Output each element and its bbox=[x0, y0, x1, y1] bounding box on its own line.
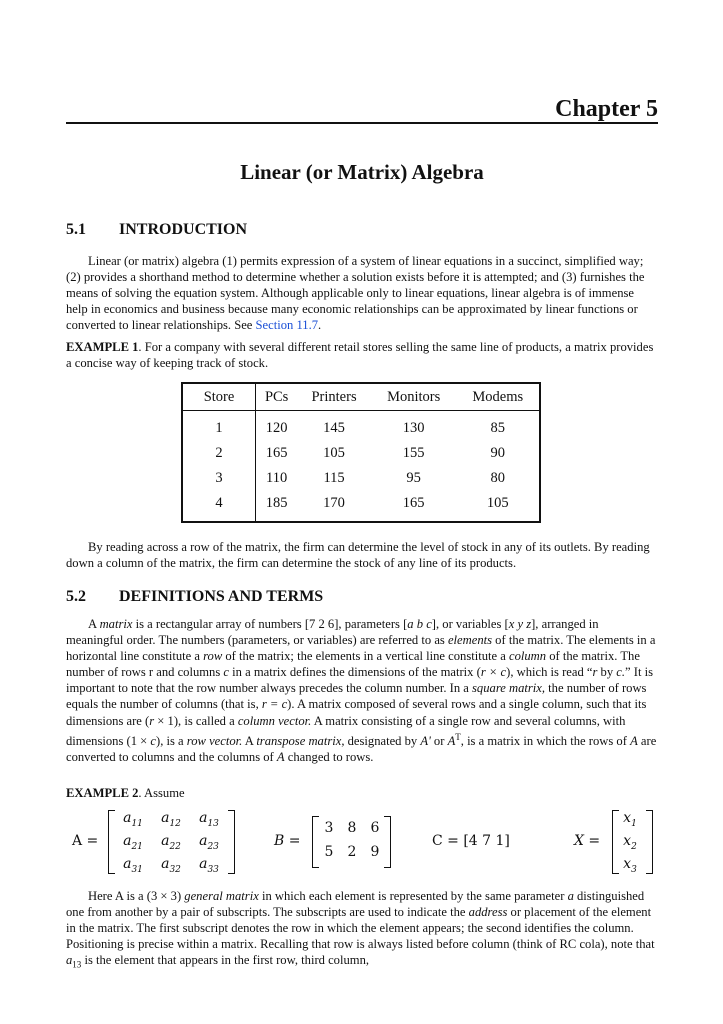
example-text: . For a company with several different retail stores selling the same line of products, a matrix provides a concise way of keeping track of stock. bbox=[66, 340, 654, 371]
example-label: EXAMPLE 2 bbox=[66, 786, 139, 800]
table-cell: 85 bbox=[490, 420, 505, 436]
table-cell: 2 bbox=[182, 441, 256, 466]
column-header: Monitors bbox=[371, 383, 457, 411]
table-cell: 3 bbox=[182, 466, 256, 491]
column-header: Modems bbox=[456, 383, 540, 411]
table-cell: 155 bbox=[402, 445, 425, 461]
table-cell: 130 bbox=[402, 420, 425, 436]
left-bracket bbox=[108, 810, 115, 874]
section-number: 5.1 bbox=[66, 221, 86, 238]
table-cell: 120 bbox=[265, 420, 288, 436]
vector-element: $x_2$ bbox=[623, 833, 637, 852]
section-link[interactable]: Section 11.7 bbox=[255, 318, 319, 333]
section-title: DEFINITIONS AND TERMS bbox=[119, 588, 324, 605]
matrix-element: $a_{12}$ bbox=[161, 810, 181, 829]
matrix-element: $a_{32}$ bbox=[161, 856, 181, 875]
matrix-element: $a_{22}$ bbox=[161, 833, 181, 852]
matrix-element: $a_{23}$ bbox=[199, 833, 219, 852]
stock-table bbox=[181, 382, 541, 523]
chapter-title: Linear (or Matrix) Algebra bbox=[240, 160, 484, 184]
matrix-element: $a_{31}$ bbox=[123, 856, 143, 875]
column-header: Printers bbox=[297, 383, 371, 411]
definitions-paragraph: A matrix is a rectangular array of numbers [7 2 6], parameters [a b c], or variables [x y z], arranged in meaningful order. The numbers (parameters, or variables) are referred to as elements of the matrix. The elements in a horizontal line constitute a row of the matrix; the elements in a vertical line constitute a column of the matrix. The number of rows r and columns c in a matrix defines the dimensions of the matrix (r × c), which is read “r by c.” It is important to note that the row number always precedes the column number. In a square matrix, the number of rows equals the number of columns (that is, r = c). A matrix composed of several rows and a single column, such that its dimensions are (r × 1), is called a column vector. A matrix consisting of a single row and several columns, with dimensions (1 × c), is a row vector. A transpose matrix, designated by A' or $A^T$, is a matrix in which the rows of A are converted to columns and the columns of A changed to rows. bbox=[66, 617, 657, 764]
table-cell: 145 bbox=[323, 420, 345, 436]
matrix-a-label: A = bbox=[72, 833, 99, 849]
table-row bbox=[182, 491, 540, 522]
table-header-row bbox=[182, 383, 540, 411]
table-cell: 165 bbox=[265, 445, 288, 461]
matrix-element: 6 bbox=[370, 820, 380, 836]
intro-end: . bbox=[318, 318, 322, 333]
table-cell: 105 bbox=[486, 495, 509, 511]
chapter-heading: Chapter 5 bbox=[555, 96, 658, 122]
section-heading-5-1 bbox=[66, 221, 247, 239]
intro-paragraph bbox=[66, 253, 658, 333]
section-heading-5-2 bbox=[66, 588, 323, 606]
table-cell: 165 bbox=[402, 495, 425, 511]
vector-element: $x_1$ bbox=[623, 810, 637, 829]
example-label: EXAMPLE 1 bbox=[66, 340, 139, 354]
table-cell: 1 bbox=[182, 411, 256, 442]
right-bracket bbox=[646, 810, 653, 874]
table-cell: 95 bbox=[406, 470, 421, 486]
table-row bbox=[182, 466, 540, 491]
matrix-element: $a_{33}$ bbox=[199, 856, 219, 875]
matrix-element: 3 bbox=[324, 820, 334, 836]
matrix-definitions bbox=[66, 808, 658, 878]
section-number: 5.2 bbox=[66, 588, 86, 605]
matrix-x-label: X = bbox=[574, 833, 601, 849]
table-cell: 4 bbox=[182, 491, 256, 522]
example-2-paragraph bbox=[66, 785, 658, 801]
table-row bbox=[182, 441, 540, 466]
vector-element: $x_3$ bbox=[623, 856, 637, 875]
example-text: . Assume bbox=[138, 786, 185, 800]
matrix-element: 8 bbox=[347, 820, 357, 836]
matrix-c: C = [4 7 1] bbox=[432, 833, 510, 849]
table-cell: 115 bbox=[323, 470, 345, 486]
table-cell: 185 bbox=[265, 495, 288, 511]
matrix-element: $a_{11}$ bbox=[123, 810, 143, 829]
table-cell: 105 bbox=[323, 445, 345, 461]
matrix-element: 9 bbox=[370, 844, 380, 860]
section-title: INTRODUCTION bbox=[119, 221, 248, 238]
matrix-b-label: B = bbox=[274, 833, 301, 849]
table-cell: 90 bbox=[490, 445, 505, 461]
table-cell: 170 bbox=[323, 495, 345, 511]
intro-text: Linear (or matrix) algebra (1) permits expression of a system of linear equations in a succinct, simplified way; (2) provides a shorthand method to determine whether a solution exists before it is attempted; and (3) furnishes the means of solving the equation system. Although applicable only to linear equations, linear algebra is of immense help in economics and business because many economic relationships can be approximated by linear functions or converted to linear relationships. See bbox=[66, 254, 645, 333]
matrix-element: 5 bbox=[324, 844, 334, 860]
after-table-paragraph: By reading across a row of the matrix, the firm can determine the level of stock in any of its outlets. By reading down a column of the matrix, the firm can determine the stock of any line of its products. bbox=[66, 540, 650, 571]
table-row bbox=[182, 411, 540, 442]
column-header: PCs bbox=[256, 383, 298, 411]
column-header: Store bbox=[182, 383, 256, 411]
matrix-element: $a_{21}$ bbox=[123, 833, 143, 852]
right-bracket bbox=[228, 810, 235, 874]
matrix-explanation-paragraph: Here A is a (3 × 3) general matrix in which each element is represented by the same parameter a distinguished one from another by a pair of subscripts. The subscripts are used to indicate the address or placement of the element in the matrix. The first subscript denotes the row in which the element appears; the second identifies the column. Positioning is precise within a matrix. Recalling that row is always listed before column (think of RC cola), note that $a_{13}$ is the element that appears in the first row, third column, bbox=[66, 889, 655, 970]
table-cell: 110 bbox=[266, 470, 288, 486]
table-cell: 80 bbox=[490, 470, 505, 486]
matrix-element: 2 bbox=[347, 844, 357, 860]
chapter-rule bbox=[66, 122, 658, 124]
example-1-paragraph bbox=[66, 339, 658, 371]
matrix-element: $a_{13}$ bbox=[199, 810, 219, 829]
